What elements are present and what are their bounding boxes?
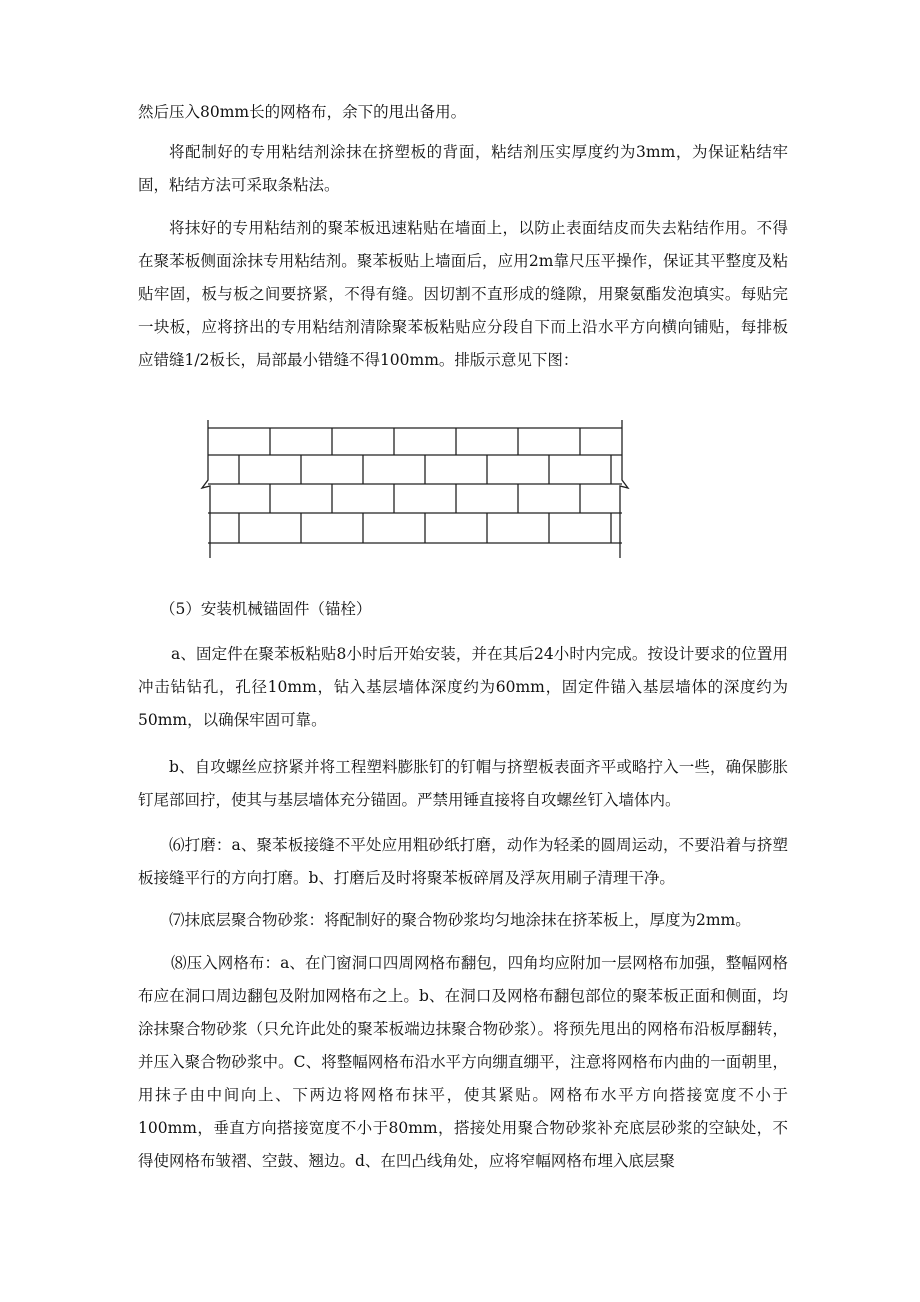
paragraph-2: 将配制好的专用粘结剂涂抹在挤塑板的背面，粘结剂压实厚度约为3mm，为保证粘结牢固，粘结方法可采取条粘法。	[138, 143, 788, 194]
paragraph-1: 然后压入80mm长的网格布，余下的甩出备用。	[138, 103, 467, 121]
paragraph-5a: a、固定件在聚苯板粘贴8小时后开始安装，并在其后24小时内完成。按设计要求的位置用冲击钻钻孔，孔径10mm，钻入基层墙体深度约为60mm，固定件锚入基层墙体的深度约为50mm，以确保牢固可靠。	[138, 645, 788, 729]
right-wall-line	[620, 420, 628, 558]
board-layout-diagram	[198, 418, 634, 558]
paragraph-5b: b、自攻螺丝应挤紧并将工程塑料膨胀钉的钉帽与挤塑板表面齐平或略拧入一些，确保膨胀钉尾部回拧，使其与基层墙体充分锚固。严禁用锤直接将自攻螺丝钉入墙体内。	[138, 758, 788, 809]
left-wall-line	[202, 420, 210, 558]
paragraph-6: ⑹打磨：a、聚苯板接缝不平处应用粗砂纸打磨，动作为轻柔的圆周运动，不要沿着与挤塑板接缝平行的方向打磨。b、打磨后及时将聚苯板碎屑及浮灰用刷子清理干净。	[138, 836, 788, 887]
section-5-heading: （5）安装机械锚固件（锚栓）	[160, 600, 372, 618]
paragraph-8: ⑻压入网格布：a、在门窗洞口四周网格布翻包，四角均应附加一层网格布加强，整幅网格布应在洞口周边翻包及附加网格布之上。b、在洞口及网格布翻包部位的聚苯板正面和侧面，均涂抹聚合物砂浆（只允许此处的聚苯板端边抹聚合物砂浆）。将预先甩出的网格布沿板厚翻转，并压入聚合物砂浆中。C、将整幅网格布沿水平方向绷直绷平，注意将网格布内曲的一面朝里，用抹子由中间向上、下两边将网格布抹平，使其紧贴。网格布水平方向搭接宽度不小于100mm，垂直方向搭接宽度不小于80mm，搭接处用聚合物砂浆补充底层砂浆的空缺处，不得使网格布皱褶、空鼓、翘边。d、在凹凸线角处，应将窄幅网格布埋入底层聚	[138, 954, 788, 1170]
paragraph-7: ⑺抹底层聚合物砂浆：将配制好的聚合物砂浆均匀地涂抹在挤苯板上，厚度为2mm。	[169, 911, 751, 929]
paragraph-3: 将抹好的专用粘结剂的聚苯板迅速粘贴在墙面上，以防止表面结皮而失去粘结作用。不得在聚苯板侧面涂抹专用粘结剂。聚苯板贴上墙面后，应用2m靠尺压平操作，保证其平整度及粘贴牢固，板与板之间要挤紧，不得有缝。因切割不直形成的缝隙，用聚氨酯发泡填实。每贴完一块板，应将挤出的专用粘结剂清除聚苯板粘贴应分段自下而上沿水平方向横向铺贴，每排板应错缝1/2板长，局部最小错缝不得100mm。排版示意见下图：	[138, 219, 788, 369]
